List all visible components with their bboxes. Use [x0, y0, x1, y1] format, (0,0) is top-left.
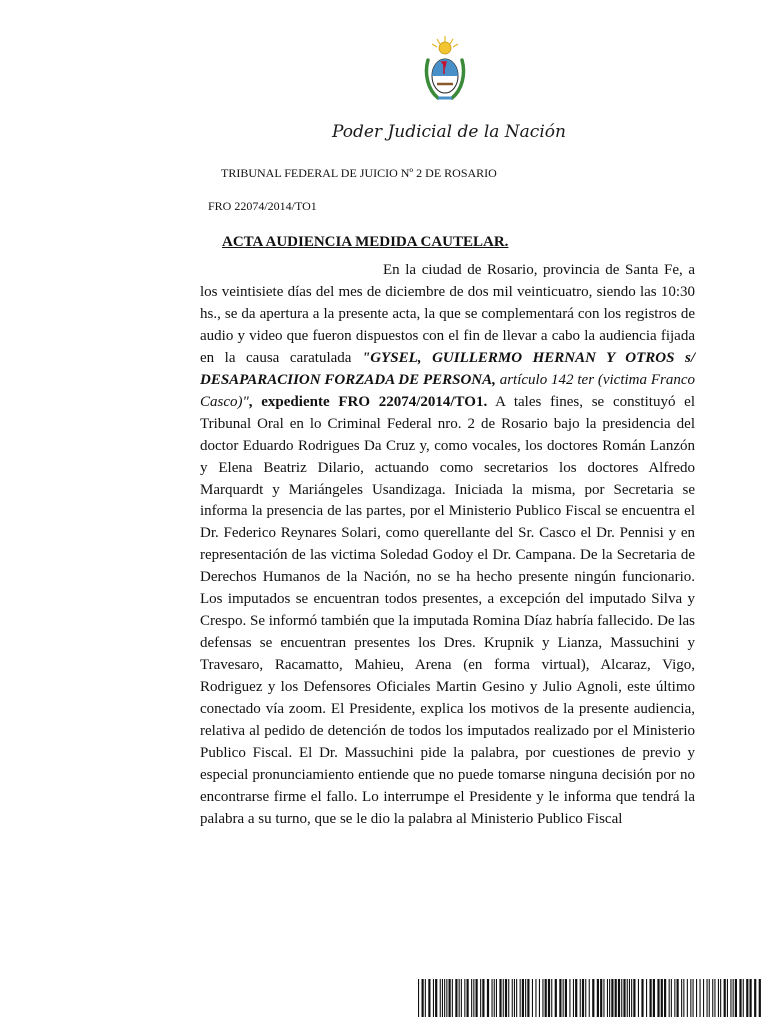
document-body	[200, 260, 695, 831]
barcode-bar	[730, 979, 731, 1017]
barcode-bar	[551, 979, 552, 1017]
tribunal-name: TRIBUNAL FEDERAL DE JUICIO Nº 2 DE ROSARIO	[221, 166, 497, 180]
barcode-bar	[700, 979, 701, 1017]
barcode-bar	[681, 979, 682, 1017]
barcode-bar	[657, 979, 659, 1017]
barcode-bar	[631, 979, 632, 1017]
barcode-bar	[618, 979, 620, 1017]
case-caption: "GYSEL, GUILLERMO HERNAN Y OTROS s/ DESAPARACIION FORZADA DE PERSONA,	[200, 349, 695, 388]
body-text: A tales fines, se constituyó el Tribunal Oral en lo Criminal Federal nro. 2 de Rosario bajo la presidencia del doctor Eduardo Rodrigues Da Cruz y, como vocales, los doctores Román Lanzón y Elena Beatriz Dilario, actuando como secretarios los doctores Alfredo Marquardt y Mariángeles Usandizaga. Iniciada la misma, por Secretaria se informa la presencia de las partes, por el Ministerio Publico Fiscal se encuentra el Dr. Federico Reynares Solari, como querellante del Sr. Casco el Dr. Pennisi y en representación de las victima Soledad Godoy el Dr. Campana. De la Secretaria de Derechos Humanos de la Nación, no se ha hecho presente ningún funcionario. Los imputados se encuentran todos presentes, a excepción del imputado Silva y Crespo. Se informó también que la imputada Romina Díaz habría fallecido. De las defensas se encuentran presentes los Dres. Krupnik y Lianza, Massuchini y Travesaro, Racamatto, Mahieu, Arena (en forma virtual), Alcaraz, Vigo, Rodriguez y los Defensores Oficiales Martin Gesino y Julio Agnoli, este último conectado vía zoom. El Presidente, explica los motivos de la presente audiencia, relativa al pedido de detención de todos los imputados realizado por el Ministerio Publico Fiscal. El Dr. Massuchini pide la palabra, por cuestiones de previo y especial pronunciamiento entiende que no puede tomarse ninguna decisión por no encontrarse firme el fallo. Lo interrumpe el Presidente y le informa que tendrá la palabra a su turno, que se le dio la palabra al Ministerio Publico Fiscal	[200, 393, 695, 827]
barcode-bar	[428, 979, 430, 1017]
barcode-bar	[516, 979, 517, 1017]
barcode-bar	[733, 979, 734, 1017]
barcode-bar	[709, 979, 710, 1017]
barcode-bar	[467, 979, 469, 1017]
barcode-bar	[461, 979, 462, 1017]
barcode-bar	[418, 979, 419, 1017]
barcode-bar	[471, 979, 472, 1017]
barcode-bar	[641, 979, 643, 1017]
argentina-coat-of-arms-icon	[422, 34, 468, 106]
barcode-bar	[611, 979, 613, 1017]
barcode-bar	[739, 979, 741, 1017]
barcode-bar	[573, 979, 574, 1017]
barcode-bar	[508, 979, 509, 1017]
barcode-bar	[525, 979, 526, 1017]
barcode-bar	[512, 979, 513, 1017]
case-reference: , expediente FRO 22074/2014/TO1.	[248, 393, 488, 410]
barcode-bar	[532, 979, 533, 1017]
barcode-bar	[646, 979, 647, 1017]
barcode-bar	[514, 979, 515, 1017]
intro-text: En la ciudad de Rosario, provincia de Santa Fe, a los veintisiete días del mes de diciembre de dos mil veinticuatro, siendo las 10:30 hs., se da apertura a la presente acta, la que se complementará con los registros de audio y video que fueron dispuestos con el fin de llevar a cabo la audiencia fijada en la causa caratulada	[200, 262, 695, 366]
barcode-bar	[671, 979, 672, 1017]
barcode-bar	[464, 979, 465, 1017]
barcode-bar	[555, 979, 557, 1017]
barcode-bar	[505, 979, 507, 1017]
barcode-bar	[712, 979, 713, 1017]
barcode-bar	[425, 979, 426, 1017]
case-number: FRO 22074/2014/TO1	[208, 199, 317, 213]
barcode-bar	[548, 979, 550, 1017]
barcode-bar	[442, 979, 443, 1017]
barcode-bar	[650, 979, 652, 1017]
barcode-bar	[482, 979, 484, 1017]
barcode-bar	[580, 979, 581, 1017]
barcode-bar	[545, 979, 547, 1017]
barcode-bar	[542, 979, 543, 1017]
barcode-bar	[585, 979, 586, 1017]
barcode-bar	[520, 979, 521, 1017]
barcode-bar	[473, 979, 474, 1017]
barcode-bar	[609, 979, 610, 1017]
barcode-bar	[494, 979, 495, 1017]
barcode-bar	[455, 979, 457, 1017]
barcode-bar	[677, 979, 679, 1017]
barcode-bar	[727, 979, 728, 1017]
barcode-bar	[743, 979, 744, 1017]
barcode-bar	[446, 979, 447, 1017]
barcode-bar	[527, 979, 529, 1017]
barcode-bar	[539, 979, 540, 1017]
barcode	[418, 979, 762, 1017]
barcode-bar	[575, 979, 577, 1017]
barcode-bar	[638, 979, 639, 1017]
barcode-bar	[565, 979, 567, 1017]
barcode-bar	[435, 979, 437, 1017]
barcode-bar	[669, 979, 670, 1017]
barcode-bar	[623, 979, 625, 1017]
barcode-bar	[664, 979, 666, 1017]
sun-emblem	[432, 36, 458, 54]
barcode-bar	[683, 979, 684, 1017]
barcode-bar	[459, 979, 460, 1017]
barcode-bar	[629, 979, 630, 1017]
barcode-bar	[621, 979, 622, 1017]
barcode-bar	[714, 979, 715, 1017]
barcode-bar	[444, 979, 445, 1017]
barcode-bar	[559, 979, 561, 1017]
barcode-bar	[693, 979, 694, 1017]
barcode-bar	[480, 979, 481, 1017]
barcode-bar	[569, 979, 570, 1017]
barcode-bar	[487, 979, 489, 1017]
barcode-bar	[452, 979, 453, 1017]
document-title: ACTA AUDIENCIA MEDIDA CAUTELAR.	[222, 234, 509, 250]
barcode-bar	[687, 979, 688, 1017]
barcode-bar	[563, 979, 564, 1017]
barcode-bar	[633, 979, 635, 1017]
barcode-bar	[661, 979, 663, 1017]
barcode-bar	[720, 979, 721, 1017]
barcode-bar	[535, 979, 536, 1017]
barcode-bar	[582, 979, 584, 1017]
barcode-bar	[449, 979, 451, 1017]
barcode-bar	[503, 979, 504, 1017]
barcode-bar	[690, 979, 691, 1017]
barcode-bar	[597, 979, 599, 1017]
barcode-bar	[735, 979, 737, 1017]
barcode-bar	[674, 979, 675, 1017]
barcode-bar	[499, 979, 501, 1017]
case-caption-article: artículo 142 ter (victima Franco Casco)"	[200, 371, 695, 410]
barcode-bar	[496, 979, 497, 1017]
barcode-bar	[615, 979, 617, 1017]
barcode-bar	[603, 979, 604, 1017]
barcode-bar	[696, 979, 697, 1017]
barcode-bar	[653, 979, 655, 1017]
barcode-bar	[750, 979, 752, 1017]
barcode-bar	[724, 979, 726, 1017]
barcode-bar	[707, 979, 708, 1017]
barcode-bar	[718, 979, 719, 1017]
barcode-bar	[759, 979, 761, 1017]
barcode-bar	[607, 979, 608, 1017]
institution-header: Poder Judicial de la Nación	[332, 122, 566, 142]
barcode-bar	[703, 979, 704, 1017]
barcode-bar	[522, 979, 524, 1017]
barcode-bar	[476, 979, 478, 1017]
barcode-bar	[422, 979, 424, 1017]
barcode-bar	[754, 979, 756, 1017]
barcode-bar	[600, 979, 602, 1017]
barcode-bar	[433, 979, 434, 1017]
barcode-bar	[492, 979, 493, 1017]
barcode-bar	[627, 979, 628, 1017]
barcode-bar	[746, 979, 748, 1017]
barcode-bar	[592, 979, 594, 1017]
barcode-bar	[440, 979, 441, 1017]
barcode-bar	[589, 979, 590, 1017]
